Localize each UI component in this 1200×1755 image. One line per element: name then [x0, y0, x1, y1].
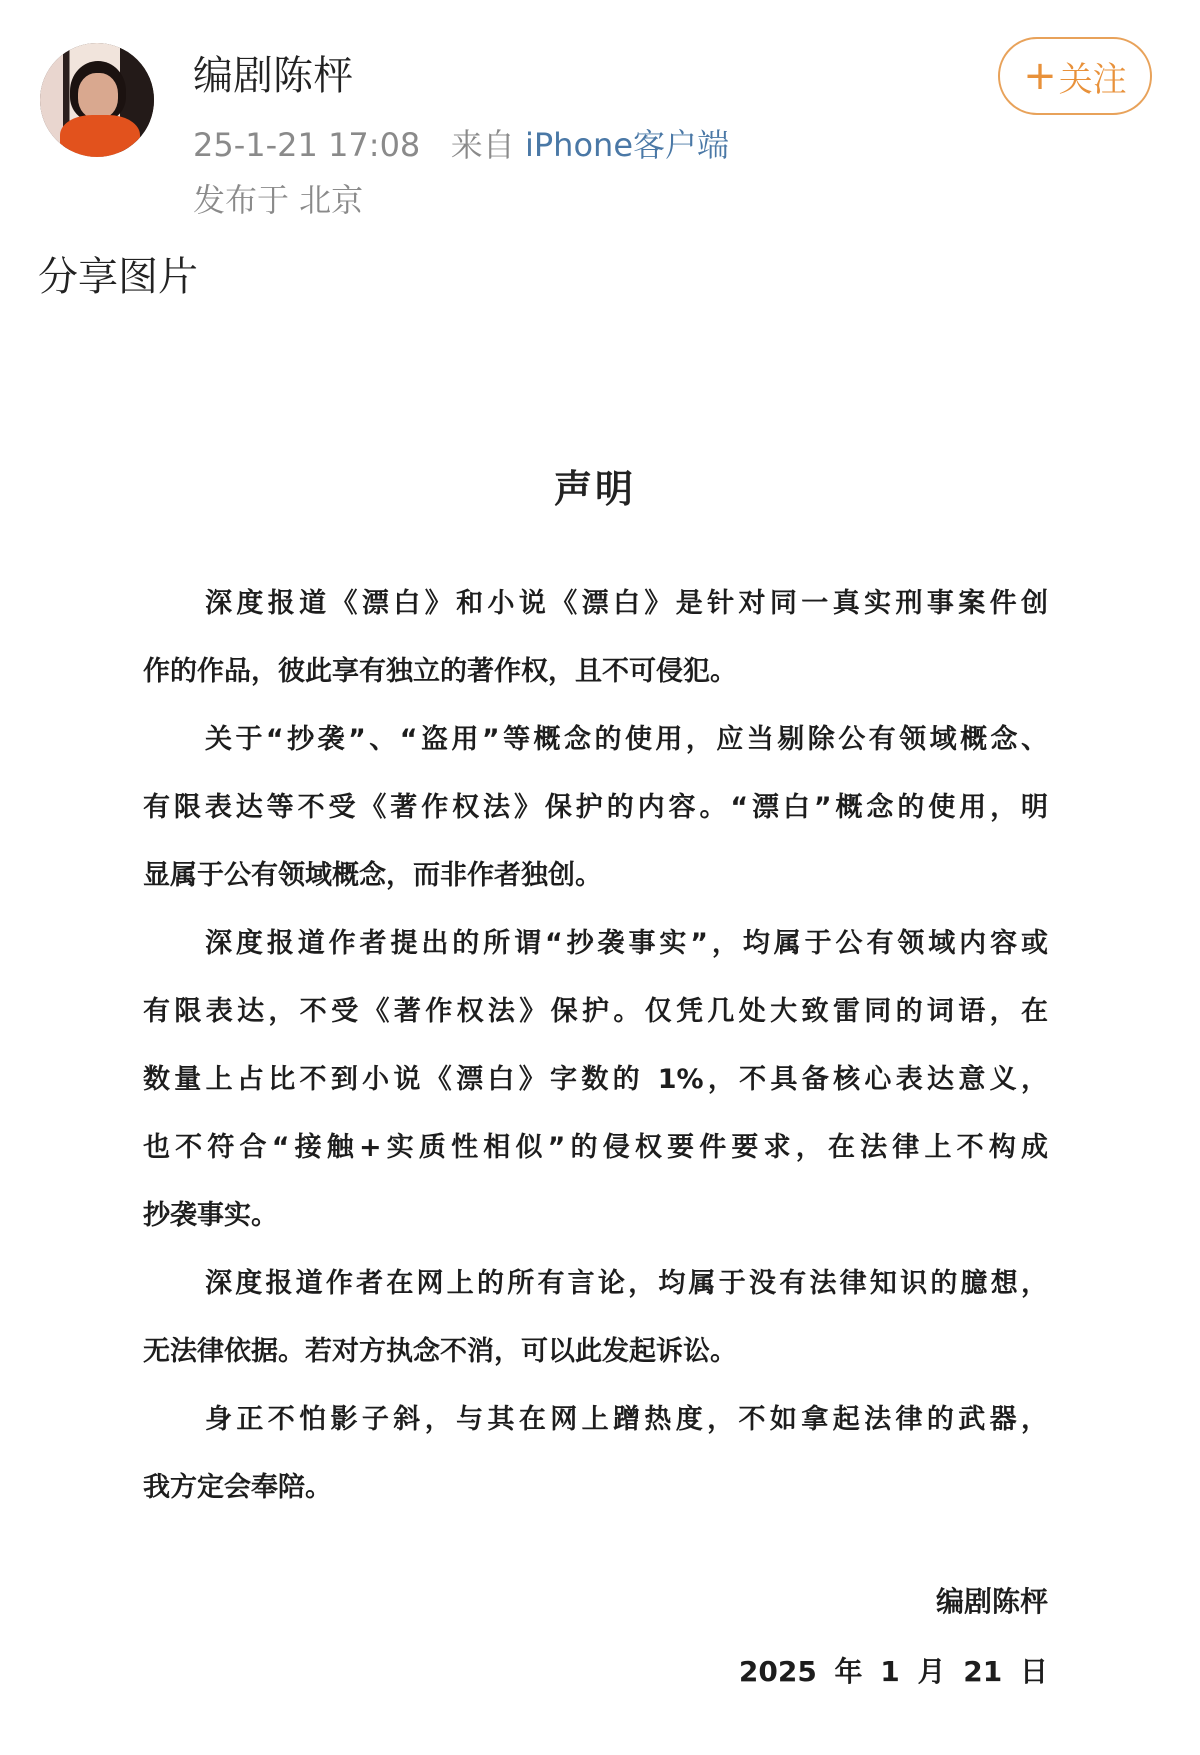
avatar-face	[78, 73, 118, 119]
statement-line: 深度报道作者在网上的所有言论，均属于没有法律知识的臆想，	[205, 1268, 1048, 1299]
statement-date: 2025 年 1 月 21 日	[738, 1655, 1048, 1688]
statement-line: 我方定会奉陪。	[143, 1472, 332, 1503]
post-time: 25-1-21 17:08	[193, 126, 421, 164]
plus-icon: +	[1023, 53, 1057, 99]
statement-signature: 编剧陈枰	[935, 1585, 1048, 1618]
follow-button[interactable]	[998, 37, 1152, 115]
statement-line: 作的作品，彼此享有独立的著作权，且不可侵犯。	[143, 656, 737, 687]
author-name[interactable]: 编剧陈枰	[193, 53, 353, 99]
avatar[interactable]	[40, 43, 154, 157]
statement-title: 声明	[553, 467, 636, 511]
statement-line: 身正不怕影子斜，与其在网上蹭热度，不如拿起法律的武器，	[205, 1404, 1048, 1435]
statement-line: 有限表达等不受《著作权法》保护的内容。“漂白”概念的使用，明	[143, 792, 1048, 823]
statement-line: 显属于公有领域概念，而非作者独创。	[143, 860, 602, 891]
from-label: 来自	[450, 126, 515, 164]
statement-line: 有限表达，不受《著作权法》保护。仅凭几处大致雷同的词语，在	[143, 996, 1048, 1027]
follow-label: 关注	[1058, 59, 1127, 100]
post-location: 发布于 北京	[193, 181, 364, 219]
statement-line: 深度报道作者提出的所谓“抄袭事实”，均属于公有领域内容或	[205, 928, 1048, 959]
statement-line: 无法律依据。若对方执念不消，可以此发起诉讼。	[143, 1336, 737, 1367]
statement-image[interactable]	[0, 320, 1200, 1755]
statement-line: 深度报道《漂白》和小说《漂白》是针对同一真实刑事案件创	[205, 588, 1048, 619]
avatar-scarf	[60, 115, 140, 157]
post-meta	[193, 120, 729, 166]
statement-body	[143, 570, 1048, 1522]
statement-line: 数量上占比不到小说《漂白》字数的 1%，不具备核心表达意义，	[143, 1064, 1048, 1095]
statement-line: 也不符合“接触+实质性相似”的侵权要件要求，在法律上不构成	[143, 1132, 1048, 1163]
statement-line: 关于“抄袭”、“盗用”等概念的使用，应当剔除公有领域概念、	[205, 724, 1048, 755]
post-caption: 分享图片	[38, 254, 198, 300]
statement-line: 抄袭事实。	[143, 1200, 278, 1231]
post-source[interactable]: iPhone客户端	[524, 126, 730, 164]
